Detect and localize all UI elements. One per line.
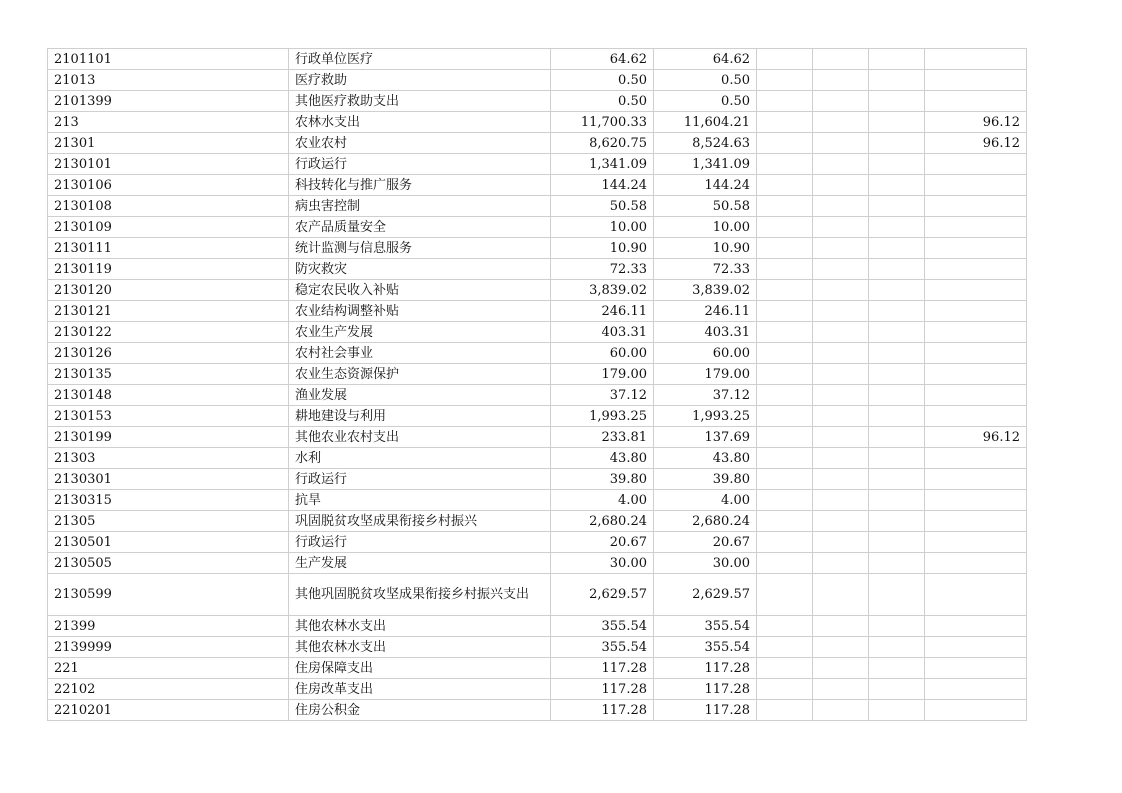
amount-col5-cell: [869, 574, 925, 616]
code-cell: 2130505: [48, 553, 289, 574]
table-row: [48, 217, 1027, 238]
amount-col3-cell: [757, 322, 813, 343]
name-cell: 统计监测与信息服务: [289, 238, 551, 259]
amount-col4-cell: [813, 196, 869, 217]
amount-basic-cell: 117.28: [654, 658, 757, 679]
amount-col3-cell: [757, 427, 813, 448]
amount-total-cell: 355.54: [551, 637, 654, 658]
amount-col4-cell: [813, 679, 869, 700]
code-cell: 21013: [48, 70, 289, 91]
table-row: [48, 238, 1027, 259]
amount-col5-cell: [869, 343, 925, 364]
amount-total-cell: 37.12: [551, 385, 654, 406]
code-cell: 22102: [48, 679, 289, 700]
amount-total-cell: 117.28: [551, 658, 654, 679]
amount-col3-cell: [757, 49, 813, 70]
amount-col5-cell: [869, 511, 925, 532]
amount-project-cell: [925, 154, 1027, 175]
name-cell: 行政运行: [289, 469, 551, 490]
amount-basic-cell: 246.11: [654, 301, 757, 322]
code-cell: 221: [48, 658, 289, 679]
amount-col4-cell: [813, 448, 869, 469]
amount-total-cell: 144.24: [551, 175, 654, 196]
amount-col3-cell: [757, 175, 813, 196]
code-cell: 2139999: [48, 637, 289, 658]
table-row: [48, 259, 1027, 280]
table-row: [48, 406, 1027, 427]
amount-project-cell: [925, 574, 1027, 616]
amount-project-cell: [925, 637, 1027, 658]
amount-project-cell: [925, 343, 1027, 364]
table-row: [48, 112, 1027, 133]
amount-basic-cell: 43.80: [654, 448, 757, 469]
amount-project-cell: [925, 175, 1027, 196]
code-cell: 2210201: [48, 700, 289, 721]
table-row: [48, 70, 1027, 91]
amount-basic-cell: 10.00: [654, 217, 757, 238]
amount-col4-cell: [813, 553, 869, 574]
amount-basic-cell: 1,993.25: [654, 406, 757, 427]
amount-project-cell: 96.12: [925, 133, 1027, 154]
name-cell: 渔业发展: [289, 385, 551, 406]
amount-col4-cell: [813, 112, 869, 133]
amount-col5-cell: [869, 469, 925, 490]
code-cell: 2101399: [48, 91, 289, 112]
amount-basic-cell: 2,680.24: [654, 511, 757, 532]
amount-total-cell: 2,680.24: [551, 511, 654, 532]
amount-col5-cell: [869, 658, 925, 679]
amount-col3-cell: [757, 154, 813, 175]
amount-project-cell: [925, 49, 1027, 70]
amount-total-cell: 403.31: [551, 322, 654, 343]
code-cell: 2130126: [48, 343, 289, 364]
amount-project-cell: [925, 658, 1027, 679]
amount-basic-cell: 8,524.63: [654, 133, 757, 154]
expenditure-table: [47, 48, 1027, 721]
amount-col5-cell: [869, 133, 925, 154]
amount-col5-cell: [869, 217, 925, 238]
amount-col3-cell: [757, 490, 813, 511]
code-cell: 2130101: [48, 154, 289, 175]
amount-col4-cell: [813, 91, 869, 112]
table-row: [48, 322, 1027, 343]
amount-total-cell: 10.00: [551, 217, 654, 238]
code-cell: 2130120: [48, 280, 289, 301]
code-cell: 21305: [48, 511, 289, 532]
amount-col4-cell: [813, 511, 869, 532]
amount-total-cell: 39.80: [551, 469, 654, 490]
table-row: [48, 280, 1027, 301]
code-cell: 2130122: [48, 322, 289, 343]
name-cell: 住房改革支出: [289, 679, 551, 700]
code-cell: 2130119: [48, 259, 289, 280]
code-cell: 2130111: [48, 238, 289, 259]
table-row: [48, 469, 1027, 490]
amount-col4-cell: [813, 259, 869, 280]
amount-basic-cell: 179.00: [654, 364, 757, 385]
amount-col4-cell: [813, 364, 869, 385]
amount-total-cell: 117.28: [551, 700, 654, 721]
amount-project-cell: [925, 553, 1027, 574]
name-cell: 抗旱: [289, 490, 551, 511]
amount-col3-cell: [757, 532, 813, 553]
amount-col4-cell: [813, 301, 869, 322]
amount-col3-cell: [757, 406, 813, 427]
amount-total-cell: 117.28: [551, 679, 654, 700]
name-cell: 住房保障支出: [289, 658, 551, 679]
table-body: [48, 49, 1027, 721]
amount-col4-cell: [813, 133, 869, 154]
amount-project-cell: [925, 616, 1027, 637]
name-cell: 水利: [289, 448, 551, 469]
amount-basic-cell: 37.12: [654, 385, 757, 406]
amount-total-cell: 72.33: [551, 259, 654, 280]
amount-col3-cell: [757, 511, 813, 532]
amount-col4-cell: [813, 175, 869, 196]
amount-basic-cell: 10.90: [654, 238, 757, 259]
amount-project-cell: [925, 448, 1027, 469]
amount-basic-cell: 64.62: [654, 49, 757, 70]
amount-project-cell: [925, 700, 1027, 721]
amount-col3-cell: [757, 637, 813, 658]
amount-col5-cell: [869, 700, 925, 721]
amount-col4-cell: [813, 280, 869, 301]
name-cell: 行政运行: [289, 532, 551, 553]
table-row: [48, 679, 1027, 700]
amount-total-cell: 43.80: [551, 448, 654, 469]
amount-total-cell: 10.90: [551, 238, 654, 259]
amount-project-cell: [925, 511, 1027, 532]
amount-col5-cell: [869, 427, 925, 448]
amount-col4-cell: [813, 490, 869, 511]
amount-col4-cell: [813, 637, 869, 658]
amount-col5-cell: [869, 91, 925, 112]
name-cell: 农业生产发展: [289, 322, 551, 343]
amount-project-cell: [925, 91, 1027, 112]
amount-basic-cell: 1,341.09: [654, 154, 757, 175]
table-row: [48, 154, 1027, 175]
amount-basic-cell: 403.31: [654, 322, 757, 343]
amount-total-cell: 1,993.25: [551, 406, 654, 427]
amount-col4-cell: [813, 217, 869, 238]
code-cell: 2130301: [48, 469, 289, 490]
amount-col4-cell: [813, 616, 869, 637]
amount-basic-cell: 11,604.21: [654, 112, 757, 133]
amount-total-cell: 233.81: [551, 427, 654, 448]
table-row: [48, 511, 1027, 532]
amount-total-cell: 60.00: [551, 343, 654, 364]
amount-col4-cell: [813, 469, 869, 490]
code-cell: 2130199: [48, 427, 289, 448]
name-cell: 医疗救助: [289, 70, 551, 91]
table-row: [48, 490, 1027, 511]
amount-total-cell: 0.50: [551, 70, 654, 91]
table-row: [48, 364, 1027, 385]
amount-total-cell: 1,341.09: [551, 154, 654, 175]
amount-col5-cell: [869, 175, 925, 196]
table-row: [48, 133, 1027, 154]
amount-col4-cell: [813, 322, 869, 343]
amount-project-cell: [925, 532, 1027, 553]
amount-col4-cell: [813, 700, 869, 721]
table-row: [48, 616, 1027, 637]
name-cell: 其他农林水支出: [289, 616, 551, 637]
amount-col4-cell: [813, 343, 869, 364]
code-cell: 2101101: [48, 49, 289, 70]
amount-total-cell: 8,620.75: [551, 133, 654, 154]
amount-col4-cell: [813, 574, 869, 616]
amount-basic-cell: 0.50: [654, 91, 757, 112]
amount-basic-cell: 20.67: [654, 532, 757, 553]
code-cell: 2130148: [48, 385, 289, 406]
code-cell: 2130153: [48, 406, 289, 427]
name-cell: 其他巩固脱贫攻坚成果衔接乡村振兴支出: [289, 574, 551, 616]
amount-col5-cell: [869, 70, 925, 91]
table-row: [48, 49, 1027, 70]
amount-col5-cell: [869, 637, 925, 658]
code-cell: 21301: [48, 133, 289, 154]
amount-col4-cell: [813, 385, 869, 406]
amount-col3-cell: [757, 238, 813, 259]
amount-total-cell: 20.67: [551, 532, 654, 553]
amount-col4-cell: [813, 427, 869, 448]
code-cell: 21303: [48, 448, 289, 469]
amount-total-cell: 355.54: [551, 616, 654, 637]
amount-col3-cell: [757, 385, 813, 406]
code-cell: 213: [48, 112, 289, 133]
amount-total-cell: 246.11: [551, 301, 654, 322]
amount-col3-cell: [757, 112, 813, 133]
amount-total-cell: 30.00: [551, 553, 654, 574]
name-cell: 其他农林水支出: [289, 637, 551, 658]
code-cell: 2130599: [48, 574, 289, 616]
code-cell: 21399: [48, 616, 289, 637]
amount-col4-cell: [813, 70, 869, 91]
amount-col5-cell: [869, 385, 925, 406]
table-row: [48, 637, 1027, 658]
amount-total-cell: 50.58: [551, 196, 654, 217]
amount-col4-cell: [813, 154, 869, 175]
name-cell: 科技转化与推广服务: [289, 175, 551, 196]
amount-col3-cell: [757, 469, 813, 490]
table-row: [48, 658, 1027, 679]
table-row: [48, 448, 1027, 469]
code-cell: 2130315: [48, 490, 289, 511]
amount-col4-cell: [813, 49, 869, 70]
code-cell: 2130108: [48, 196, 289, 217]
amount-basic-cell: 0.50: [654, 70, 757, 91]
amount-basic-cell: 117.28: [654, 700, 757, 721]
amount-col3-cell: [757, 343, 813, 364]
name-cell: 病虫害控制: [289, 196, 551, 217]
name-cell: 住房公积金: [289, 700, 551, 721]
name-cell: 其他医疗救助支出: [289, 91, 551, 112]
amount-basic-cell: 39.80: [654, 469, 757, 490]
amount-col4-cell: [813, 406, 869, 427]
amount-basic-cell: 117.28: [654, 679, 757, 700]
amount-col5-cell: [869, 112, 925, 133]
amount-project-cell: [925, 280, 1027, 301]
amount-project-cell: [925, 301, 1027, 322]
amount-col3-cell: [757, 259, 813, 280]
code-cell: 2130106: [48, 175, 289, 196]
amount-project-cell: [925, 196, 1027, 217]
amount-col3-cell: [757, 196, 813, 217]
amount-project-cell: [925, 259, 1027, 280]
amount-basic-cell: 2,629.57: [654, 574, 757, 616]
name-cell: 防灾救灾: [289, 259, 551, 280]
amount-col3-cell: [757, 574, 813, 616]
amount-col5-cell: [869, 301, 925, 322]
amount-col5-cell: [869, 49, 925, 70]
code-cell: 2130121: [48, 301, 289, 322]
amount-col5-cell: [869, 490, 925, 511]
name-cell: 农产品质量安全: [289, 217, 551, 238]
amount-col3-cell: [757, 658, 813, 679]
amount-col3-cell: [757, 364, 813, 385]
amount-col5-cell: [869, 616, 925, 637]
amount-basic-cell: 50.58: [654, 196, 757, 217]
name-cell: 巩固脱贫攻坚成果衔接乡村振兴: [289, 511, 551, 532]
amount-total-cell: 11,700.33: [551, 112, 654, 133]
name-cell: 生产发展: [289, 553, 551, 574]
amount-col3-cell: [757, 133, 813, 154]
amount-project-cell: [925, 364, 1027, 385]
amount-basic-cell: 144.24: [654, 175, 757, 196]
table-row: [48, 574, 1027, 616]
amount-col3-cell: [757, 700, 813, 721]
amount-col3-cell: [757, 70, 813, 91]
amount-col5-cell: [869, 553, 925, 574]
amount-col4-cell: [813, 238, 869, 259]
amount-project-cell: [925, 385, 1027, 406]
name-cell: 行政单位医疗: [289, 49, 551, 70]
amount-col5-cell: [869, 322, 925, 343]
table-row: [48, 196, 1027, 217]
amount-col5-cell: [869, 532, 925, 553]
amount-project-cell: [925, 490, 1027, 511]
name-cell: 耕地建设与利用: [289, 406, 551, 427]
amount-basic-cell: 355.54: [654, 616, 757, 637]
table-row: [48, 532, 1027, 553]
code-cell: 2130109: [48, 217, 289, 238]
table-row: [48, 553, 1027, 574]
amount-col3-cell: [757, 679, 813, 700]
code-cell: 2130501: [48, 532, 289, 553]
amount-total-cell: 2,629.57: [551, 574, 654, 616]
amount-col5-cell: [869, 679, 925, 700]
amount-project-cell: [925, 70, 1027, 91]
name-cell: 稳定农民收入补贴: [289, 280, 551, 301]
amount-col3-cell: [757, 217, 813, 238]
amount-total-cell: 4.00: [551, 490, 654, 511]
amount-total-cell: 64.62: [551, 49, 654, 70]
table-row: [48, 385, 1027, 406]
amount-col5-cell: [869, 259, 925, 280]
amount-project-cell: [925, 469, 1027, 490]
amount-col3-cell: [757, 448, 813, 469]
amount-project-cell: 96.12: [925, 427, 1027, 448]
amount-col4-cell: [813, 532, 869, 553]
amount-project-cell: 96.12: [925, 112, 1027, 133]
amount-col5-cell: [869, 238, 925, 259]
amount-col3-cell: [757, 553, 813, 574]
amount-total-cell: 179.00: [551, 364, 654, 385]
amount-total-cell: 0.50: [551, 91, 654, 112]
amount-basic-cell: 4.00: [654, 490, 757, 511]
code-cell: 2130135: [48, 364, 289, 385]
name-cell: 农业结构调整补贴: [289, 301, 551, 322]
amount-project-cell: [925, 238, 1027, 259]
amount-col5-cell: [869, 280, 925, 301]
name-cell: 农村社会事业: [289, 343, 551, 364]
amount-basic-cell: 30.00: [654, 553, 757, 574]
table-row: [48, 91, 1027, 112]
amount-col4-cell: [813, 658, 869, 679]
amount-total-cell: 3,839.02: [551, 280, 654, 301]
amount-col5-cell: [869, 154, 925, 175]
table-row: [48, 700, 1027, 721]
amount-basic-cell: 72.33: [654, 259, 757, 280]
amount-col3-cell: [757, 616, 813, 637]
table-row: [48, 301, 1027, 322]
name-cell: 农业农村: [289, 133, 551, 154]
amount-col3-cell: [757, 91, 813, 112]
amount-basic-cell: 137.69: [654, 427, 757, 448]
name-cell: 其他农业农村支出: [289, 427, 551, 448]
amount-col5-cell: [869, 196, 925, 217]
amount-col3-cell: [757, 280, 813, 301]
amount-project-cell: [925, 217, 1027, 238]
name-cell: 农林水支出: [289, 112, 551, 133]
amount-basic-cell: 60.00: [654, 343, 757, 364]
table-row: [48, 343, 1027, 364]
table-row: [48, 427, 1027, 448]
amount-basic-cell: 3,839.02: [654, 280, 757, 301]
table-row: [48, 175, 1027, 196]
name-cell: 农业生态资源保护: [289, 364, 551, 385]
amount-project-cell: [925, 406, 1027, 427]
name-cell: 行政运行: [289, 154, 551, 175]
amount-project-cell: [925, 322, 1027, 343]
amount-basic-cell: 355.54: [654, 637, 757, 658]
amount-project-cell: [925, 679, 1027, 700]
amount-col5-cell: [869, 406, 925, 427]
amount-col5-cell: [869, 364, 925, 385]
amount-col3-cell: [757, 301, 813, 322]
amount-col5-cell: [869, 448, 925, 469]
